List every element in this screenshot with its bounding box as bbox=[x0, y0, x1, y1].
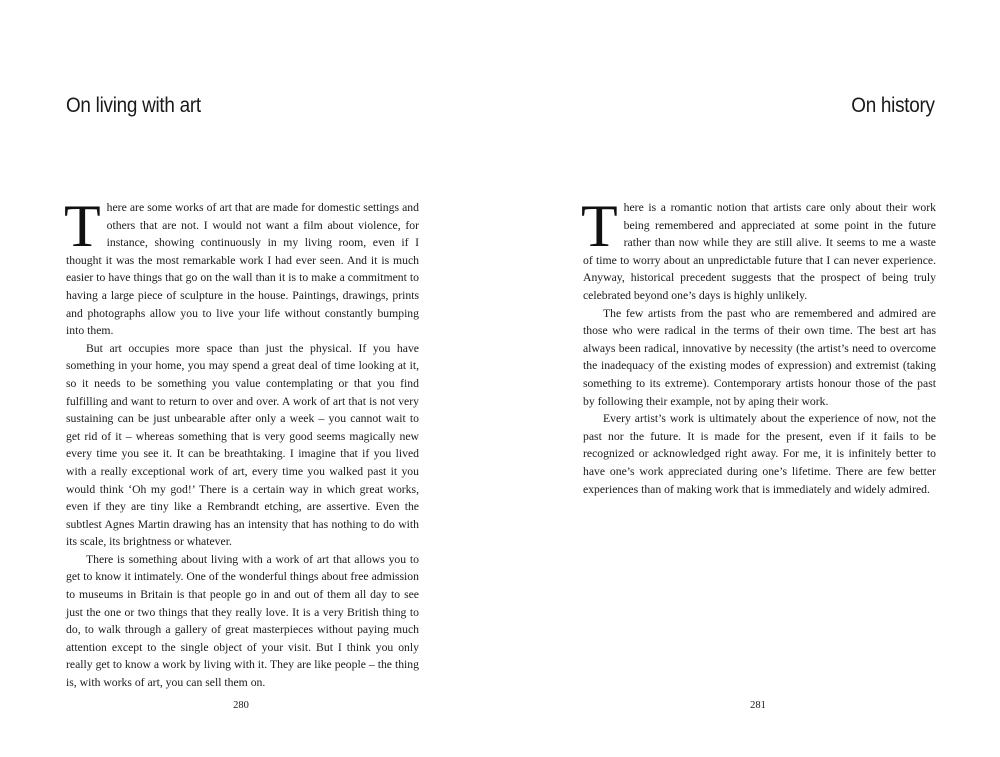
right-page bbox=[500, 0, 1000, 757]
left-page-number: 280 bbox=[233, 700, 249, 711]
right-paragraph-3: Every artist’s work is ultimately about the experience of now, not the past nor the future. It is made for the present, even if it fails to be recognized or acknowledged right away. For me, it is infinitely better to have one’s work appreciated during one’s lifetime. There are few better experiences than of making work that is immediately and widely admired. bbox=[583, 412, 936, 496]
left-paragraph-3: There is something about living with a work of art that allows you to get to know it intimately. One of the wonderful things about free admission to museums in Britain is that people go in and out of them all day to see just the one or two things that they really love. It is a very British thing to do, to walk through a gallery of great masterpieces without paying much attention except to the single object of your visit. But I think you only really get to know a work by living with it. They are like people – the thing is, with works of art, you can sell them on. bbox=[66, 552, 419, 690]
right-paragraph-1-text: here is a romantic notion that artists care only about their work being remembered and appreciated at some point in the future rather than now while they are still alive. It seems to me a waste of time to worry about an unpredictable future that I can never experience. Anyway, historical precedent suggests that the prospect of being truly celebrated beyond one’s days is highly unlikely. bbox=[583, 201, 936, 302]
left-paragraph-1 bbox=[64, 193, 419, 340]
right-page-title: On history bbox=[851, 94, 935, 117]
left-drop-cap: T bbox=[64, 193, 101, 259]
right-drop-cap: T bbox=[581, 193, 618, 259]
left-page-title: On living with art bbox=[66, 94, 201, 117]
right-paragraph-1 bbox=[581, 193, 936, 305]
left-paragraph-1-text: here are some works of art that are made for domestic settings and others that are not. I would not want a film about violence, for instance, showing continuously in my living room, even if I thought it was the most remarkable work I had ever seen. And it is much easier to have things that go on the wall than it is to make a commitment to having a large piece of sculpture in the house. Paintings, drawings, prints and photographs allow you to live your life without constantly bumping into them. bbox=[66, 201, 419, 338]
left-paragraph-2: But art occupies more space than just the physical. If you have something in your home, you may spend a great deal of time looking at it, so it needs to be something you value contemplating or that you find fulfilling and want to return to over and over. A work of art that is not very sustaining can be just unbearable after only a week – you cannot wait to get rid of it – whereas something that is very good seems magically new every time you see it. It can be breathtaking. I imagine that if you lived with a really exceptional work of art, every time you walked past it you would think ‘Oh my god!’ There is a certain way in which great works, even if they are tiny like a Rembrandt etching, are assertive. Even the subtlest Agnes Martin drawing has an intensity that has nothing to do with its scale, its brightness or whatever. bbox=[66, 341, 419, 549]
right-page-number: 281 bbox=[750, 700, 766, 711]
right-paragraph-2: The few artists from the past who are remembered and admired are those who were radical in the terms of their own time. The best art has always been radical, innovative by necessity (the artist’s need to overcome the inadequacy of the existing modes of expression) and extremist (taking something to its extreme). Contemporary artists honour those of the past by following their example, not by aping their work. bbox=[583, 306, 936, 408]
right-page-body bbox=[581, 193, 936, 498]
left-page-body bbox=[64, 193, 419, 692]
